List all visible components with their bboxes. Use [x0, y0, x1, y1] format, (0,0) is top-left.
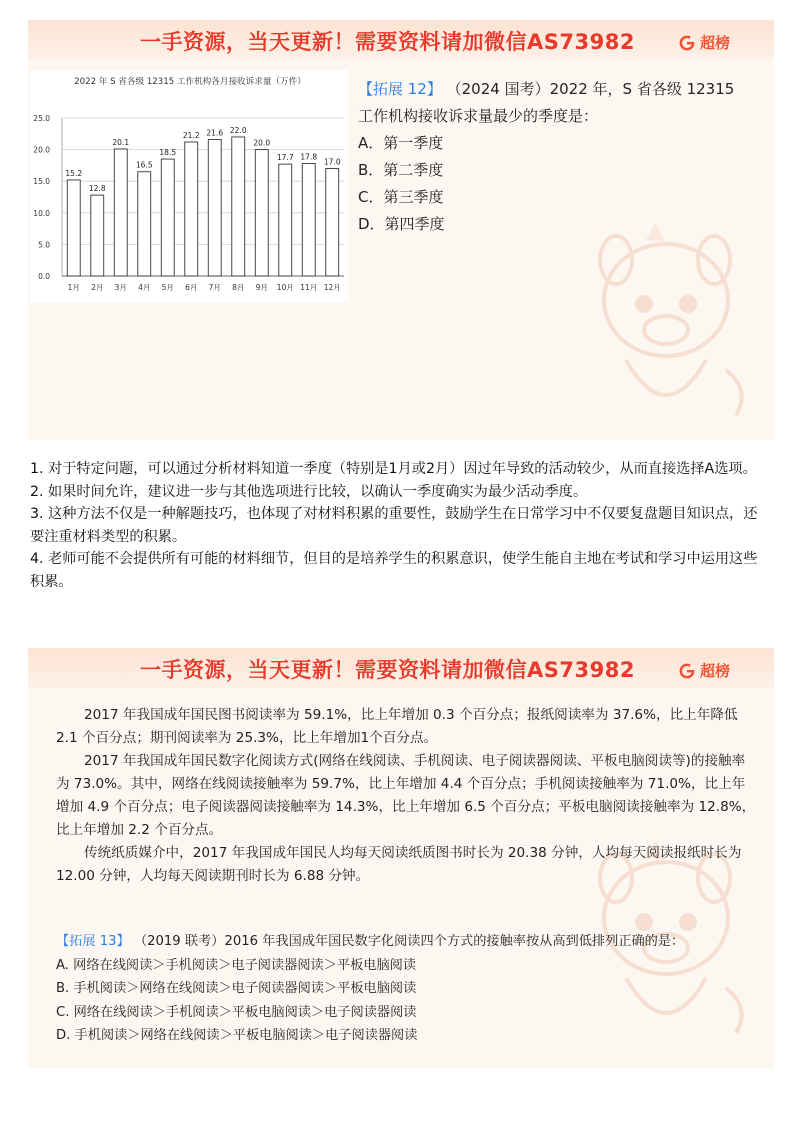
question-12-stem-line1 [358, 76, 758, 103]
mascot-watermark-icon [576, 220, 756, 440]
x-tick-label: 7月 [208, 283, 221, 292]
banner-text: 一手资源，当天更新！需要资料请加微信AS73982 [140, 658, 635, 682]
bar-value-label: 20.1 [112, 137, 130, 147]
bar-value-label: 21.6 [206, 128, 224, 138]
slide-extension-13 [28, 648, 774, 1068]
question-12-option-b[interactable]: B．第二季度 [358, 161, 444, 179]
x-tick-label: 6月 [185, 283, 198, 292]
bar-7月 [208, 139, 221, 276]
bar-value-label: 17.0 [323, 157, 341, 167]
bar-4月 [138, 172, 151, 276]
question-13-option-b[interactable]: B. 手机阅读＞网络在线阅读＞电子阅读器阅读＞平板电脑阅读 [56, 981, 417, 996]
brand-logo-text: 超榜 [699, 34, 730, 52]
x-tick-label: 4月 [138, 283, 151, 292]
brand-g-icon [679, 35, 695, 51]
bar-11月 [302, 164, 315, 276]
banner [28, 648, 774, 688]
x-tick-label: 9月 [255, 283, 268, 292]
bar-10月 [279, 164, 292, 276]
x-tick-label: 5月 [161, 283, 174, 292]
bar-12月 [326, 169, 339, 276]
y-tick-label: 25.0 [33, 114, 50, 123]
banner [28, 20, 774, 60]
bar-3月 [114, 149, 127, 276]
note-item: 3. 这种方法不仅是一种解题技巧，也体现了对材料积累的重要性，鼓励学生在日常学习中不仅要复盘题目知识点，还要注重材料类型的积累。 [30, 506, 758, 545]
bar-value-label: 12.8 [88, 184, 106, 194]
x-tick-label: 2月 [91, 283, 104, 292]
reading-passage [56, 704, 756, 888]
question-12-option-d[interactable]: D．第四季度 [358, 215, 445, 233]
bar-value-label: 17.8 [300, 152, 318, 162]
passage-paragraph: 传统纸质媒介中，2017 年我国成年国民人均每天阅读纸质图书时长为 20.38 分钟，人均每天阅读报纸时长为 12.00 分钟，人均每天阅读期刊时长为 6.88 分钟。 [56, 845, 742, 884]
slide-extension-12 [28, 20, 774, 440]
x-tick-label: 12月 [323, 283, 341, 292]
bar-value-label: 15.2 [65, 168, 83, 178]
brand-logo [679, 660, 730, 681]
y-tick-label: 0.0 [38, 272, 50, 281]
bar-8月 [232, 137, 245, 276]
bar-6月 [185, 142, 198, 276]
question-12-option-a[interactable]: A．第一季度 [358, 134, 444, 152]
x-tick-label: 10月 [276, 283, 294, 292]
passage-paragraph: 2017 年我国成年国民数字化阅读方式(网络在线阅读、手机阅读、电子阅读器阅读、平板电脑阅读等)的接触率为 73.0%。其中，网络在线阅读接触率为 59.7%，比上年增加 4.4 个百分点；手机阅读接触率为 71.0%，比上年增加 4.9 个百分点；电子阅读器阅读接触率为 14.3%，比上年增加 6.5 个百分点；平板电脑阅读接触率为 12.8%，比上年增加 2.2 个百分点。 [56, 753, 756, 838]
y-tick-label: 5.0 [38, 240, 50, 250]
note-item: 2. 如果时间允许，建议进一步与其他选项进行比较，以确认一季度确实为最少活动季度。 [30, 483, 588, 500]
question-13-stem: （2019 联考）2016 年我国成年国民数字化阅读四个方式的接触率按从高到低排列正确的是： [133, 934, 685, 949]
explanation-notes [30, 458, 770, 593]
x-tick-label: 1月 [67, 283, 80, 292]
bar-9月 [255, 150, 268, 276]
bar-2月 [91, 195, 104, 276]
question-12-option-c[interactable]: C．第三季度 [358, 188, 444, 206]
bar-value-label: 16.5 [135, 160, 153, 170]
x-tick-label: 11月 [300, 283, 318, 292]
question-12-stem-line2: 工作机构接收诉求量最少的季度是： [358, 107, 599, 125]
note-item: 4. 老师可能不会提供所有可能的材料细节，但目的是培养学生的积累意识，使学生能自主地在考试和学习中运用这些积累。 [30, 551, 758, 590]
bar-1月 [67, 180, 80, 276]
passage-paragraph: 2017 年我国成年国民图书阅读率为 59.1%，比上年增加 0.3 个百分点；报纸阅读率为 37.6%，比上年降低 2.1 个百分点；期刊阅读率为 25.3%，比上年增加1个百分点。 [56, 707, 738, 746]
question-13-option-d[interactable]: D. 手机阅读＞网络在线阅读＞平板电脑阅读＞电子阅读器阅读 [56, 1028, 418, 1043]
bar-value-label: 21.2 [182, 131, 200, 141]
bar-chart-svg [30, 70, 348, 302]
chart-title: 2022 年 S 省各级 12315 工作机构各月接收诉求量（万件） [74, 77, 306, 87]
y-tick-label: 10.0 [33, 208, 50, 218]
brand-g-icon [679, 663, 695, 679]
bar-5月 [161, 159, 174, 276]
monthly-complaints-chart [30, 70, 348, 302]
question-13-option-c[interactable]: C. 网络在线阅读＞手机阅读＞平板电脑阅读＞电子阅读器阅读 [56, 1004, 417, 1020]
bar-value-label: 17.7 [276, 153, 294, 163]
bar-value-label: 18.5 [159, 148, 177, 158]
y-tick-label: 20.0 [33, 145, 50, 155]
question-12-stem: （2024 国考）2022 年，S 省各级 12315 [446, 80, 735, 98]
question-13-option-a[interactable]: A. 网络在线阅读＞手机阅读＞电子阅读器阅读＞平板电脑阅读 [56, 957, 417, 973]
brand-logo-text: 超榜 [699, 662, 730, 680]
x-tick-label: 3月 [114, 283, 127, 292]
question-13-stem-line [56, 930, 756, 954]
y-tick-label: 15.0 [33, 177, 50, 187]
question-13-tag: 【拓展 13】 [56, 934, 130, 949]
question-12-tag: 【拓展 12】 [358, 80, 442, 98]
brand-logo [679, 32, 730, 53]
banner-text: 一手资源，当天更新！需要资料请加微信AS73982 [140, 30, 635, 54]
question-12 [358, 76, 758, 238]
x-tick-label: 8月 [232, 283, 245, 292]
bar-value-label: 22.0 [229, 125, 247, 135]
question-13 [56, 930, 756, 1048]
note-item: 1. 对于特定问题，可以通过分析材料知道一季度（特别是1月或2月）因过年导致的活动较少，从而直接选择A选项。 [30, 461, 757, 477]
bar-value-label: 20.0 [253, 138, 271, 148]
